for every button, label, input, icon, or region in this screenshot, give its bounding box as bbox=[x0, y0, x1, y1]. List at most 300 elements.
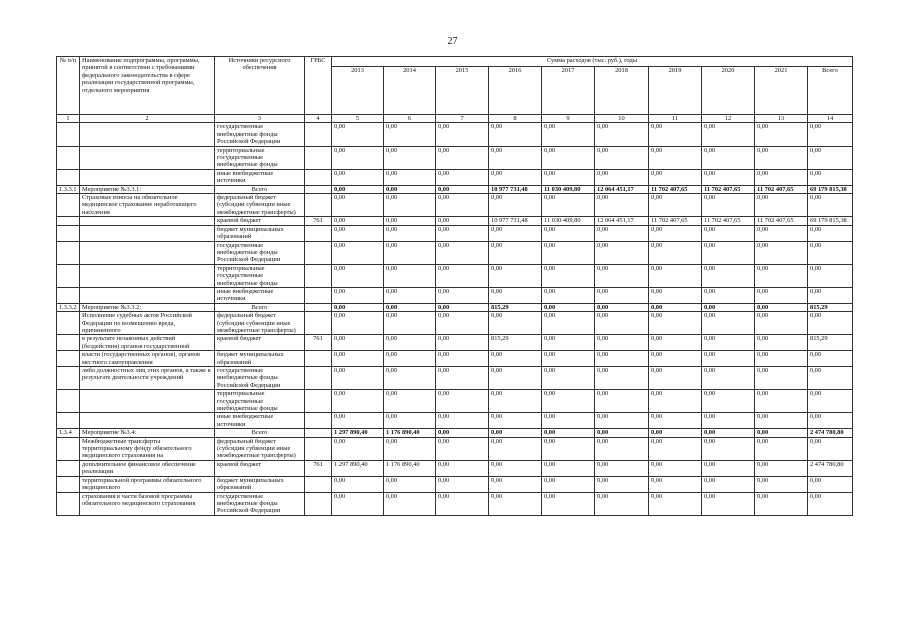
row-value: 0,00 bbox=[649, 241, 702, 264]
row-value: 0,00 bbox=[755, 492, 808, 515]
row-number bbox=[57, 492, 80, 515]
row-source: краевой бюджет bbox=[215, 335, 305, 351]
row-value: 0,00 bbox=[436, 492, 489, 515]
row-number bbox=[57, 437, 80, 460]
table-row bbox=[57, 217, 853, 225]
row-value: 0,00 bbox=[595, 492, 649, 515]
row-source: территориальные государственные внебюджетные фонды bbox=[215, 264, 305, 287]
row-source: краевой бюджет bbox=[215, 217, 305, 225]
row-number bbox=[57, 241, 80, 264]
row-value: 0,00 bbox=[702, 123, 755, 146]
header-year: Всего bbox=[808, 67, 853, 115]
row-name: Исполнение судебных актов Российской Федерации по возмещению вреда, причиненного bbox=[80, 312, 215, 335]
row-number bbox=[57, 169, 80, 185]
header-no: № п/п bbox=[57, 57, 80, 115]
row-grbs bbox=[305, 413, 332, 429]
table-row bbox=[57, 185, 853, 193]
row-value: 0,00 bbox=[489, 241, 542, 264]
column-index: 13 bbox=[755, 115, 808, 123]
row-value: 0,00 bbox=[702, 303, 755, 311]
row-value: 0,00 bbox=[332, 476, 384, 492]
row-value: 815,29 bbox=[489, 335, 542, 351]
row-value: 0,00 bbox=[755, 123, 808, 146]
page-number: 27 bbox=[447, 36, 458, 47]
column-index: 1 bbox=[57, 115, 80, 123]
row-value: 0,00 bbox=[595, 312, 649, 335]
table-row bbox=[57, 476, 853, 492]
header-year: 2013 bbox=[332, 67, 384, 115]
row-number bbox=[57, 390, 80, 413]
row-value: 0,00 bbox=[595, 429, 649, 437]
row-value: 0,00 bbox=[542, 437, 595, 460]
row-value: 815,29 bbox=[489, 303, 542, 311]
row-grbs bbox=[305, 390, 332, 413]
row-value: 1 176 890,40 bbox=[384, 429, 436, 437]
header-sum-title: Сумма расходов (тыс. руб.), годы bbox=[332, 57, 853, 67]
row-value: 0,00 bbox=[595, 194, 649, 217]
table-row bbox=[57, 169, 853, 185]
row-source: государственные внебюджетные фонды Российской Федерации bbox=[215, 123, 305, 146]
column-index: 11 bbox=[649, 115, 702, 123]
row-value: 0,00 bbox=[542, 169, 595, 185]
row-value: 0,00 bbox=[702, 413, 755, 429]
row-value: 0,00 bbox=[332, 217, 384, 225]
row-value: 0,00 bbox=[332, 241, 384, 264]
row-name: страхования в части базовой программы обязательного медицинского страхования bbox=[80, 492, 215, 515]
header-year: 2014 bbox=[384, 67, 436, 115]
row-name: Межбюджетные трансферты территориальному фонду обязательного медицинского страхования на bbox=[80, 437, 215, 460]
row-value: 0,00 bbox=[384, 351, 436, 367]
header-name: Наименование подпрограммы, программы, принятой в соответствии с требованиями федерального законодательства в сфере реализации государственной программы, отдельного мероприятия bbox=[80, 57, 215, 115]
row-value: 2 474 780,80 bbox=[808, 460, 853, 476]
row-name bbox=[80, 287, 215, 303]
column-index: 14 bbox=[808, 115, 853, 123]
row-value: 0,00 bbox=[332, 413, 384, 429]
row-value: 0,00 bbox=[384, 303, 436, 311]
table-row bbox=[57, 492, 853, 515]
row-value: 0,00 bbox=[332, 264, 384, 287]
row-value: 11 702 407,65 bbox=[649, 185, 702, 193]
row-number bbox=[57, 217, 80, 225]
row-value: 0,00 bbox=[332, 437, 384, 460]
row-value: 0,00 bbox=[649, 335, 702, 351]
header-year: 2018 bbox=[595, 67, 649, 115]
table-row bbox=[57, 413, 853, 429]
row-name: Мероприятие №3.4: bbox=[80, 429, 215, 437]
row-grbs bbox=[305, 367, 332, 390]
row-value: 0,00 bbox=[436, 123, 489, 146]
column-index: 12 bbox=[702, 115, 755, 123]
header-year: 2017 bbox=[542, 67, 595, 115]
row-value: 0,00 bbox=[649, 287, 702, 303]
row-value: 0,00 bbox=[542, 476, 595, 492]
row-number bbox=[57, 351, 80, 367]
row-value: 11 702 407,65 bbox=[702, 185, 755, 193]
row-value: 0,00 bbox=[489, 476, 542, 492]
row-value: 0,00 bbox=[702, 429, 755, 437]
row-value: 69 179 815,38 bbox=[808, 217, 853, 225]
row-value: 0,00 bbox=[332, 185, 384, 193]
table-row bbox=[57, 146, 853, 169]
row-value: 0,00 bbox=[702, 225, 755, 241]
table-row bbox=[57, 123, 853, 146]
table-row bbox=[57, 367, 853, 390]
row-number bbox=[57, 287, 80, 303]
row-value: 0,00 bbox=[332, 492, 384, 515]
row-value: 0,00 bbox=[489, 390, 542, 413]
row-value: 0,00 bbox=[702, 312, 755, 335]
row-grbs bbox=[305, 437, 332, 460]
row-name: Мероприятие №3.3.2: bbox=[80, 303, 215, 311]
row-source: бюджет муниципальных образований bbox=[215, 476, 305, 492]
row-number bbox=[57, 312, 80, 335]
row-number bbox=[57, 194, 80, 217]
row-source: бюджет муниципальных образований bbox=[215, 351, 305, 367]
row-value: 1 297 890,40 bbox=[332, 429, 384, 437]
row-value: 0,00 bbox=[595, 351, 649, 367]
row-name: дополнительное финансовое обеспечение реализации bbox=[80, 460, 215, 476]
row-value: 0,00 bbox=[702, 351, 755, 367]
row-source: иные внебюджетные источники bbox=[215, 413, 305, 429]
table-row bbox=[57, 312, 853, 335]
row-value: 0,00 bbox=[489, 312, 542, 335]
row-grbs bbox=[305, 429, 332, 437]
row-number bbox=[57, 367, 80, 390]
row-grbs bbox=[305, 264, 332, 287]
row-number bbox=[57, 413, 80, 429]
row-value: 0,00 bbox=[595, 123, 649, 146]
row-number: 1.3.3.1 bbox=[57, 185, 80, 193]
row-value: 0,00 bbox=[332, 312, 384, 335]
row-value: 0,00 bbox=[489, 264, 542, 287]
row-source: территориальные государственные внебюджетные фонды bbox=[215, 146, 305, 169]
row-source: федеральный бюджет (субсидии субвенции иные межбюджетные трансферты) bbox=[215, 312, 305, 335]
row-value: 0,00 bbox=[436, 241, 489, 264]
row-source: иные внебюджетные источники bbox=[215, 287, 305, 303]
row-value: 0,00 bbox=[755, 312, 808, 335]
row-value: 0,00 bbox=[808, 351, 853, 367]
table-row bbox=[57, 437, 853, 460]
row-value: 0,00 bbox=[436, 460, 489, 476]
row-source: краевой бюджет bbox=[215, 460, 305, 476]
row-value: 0,00 bbox=[436, 335, 489, 351]
row-value: 0,00 bbox=[436, 429, 489, 437]
table-row bbox=[57, 390, 853, 413]
row-value: 0,00 bbox=[542, 123, 595, 146]
row-value: 0,00 bbox=[755, 437, 808, 460]
row-value: 0,00 bbox=[384, 217, 436, 225]
row-value: 0,00 bbox=[384, 146, 436, 169]
row-value: 0,00 bbox=[649, 476, 702, 492]
row-grbs: 761 bbox=[305, 460, 332, 476]
row-value: 11 702 407,65 bbox=[755, 217, 808, 225]
row-grbs bbox=[305, 123, 332, 146]
row-value: 0,00 bbox=[384, 169, 436, 185]
row-value: 0,00 bbox=[595, 303, 649, 311]
row-value: 0,00 bbox=[542, 194, 595, 217]
header-year: 2020 bbox=[702, 67, 755, 115]
row-value: 0,00 bbox=[702, 460, 755, 476]
row-value: 0,00 bbox=[384, 194, 436, 217]
row-value: 0,00 bbox=[755, 225, 808, 241]
row-value: 0,00 bbox=[649, 390, 702, 413]
header-year: 2021 bbox=[755, 67, 808, 115]
row-value: 0,00 bbox=[436, 194, 489, 217]
row-grbs: 761 bbox=[305, 335, 332, 351]
row-grbs bbox=[305, 241, 332, 264]
row-value: 0,00 bbox=[649, 492, 702, 515]
row-value: 0,00 bbox=[489, 351, 542, 367]
row-value: 0,00 bbox=[755, 476, 808, 492]
row-value: 0,00 bbox=[595, 146, 649, 169]
row-value: 0,00 bbox=[649, 146, 702, 169]
row-number bbox=[57, 264, 80, 287]
row-value: 0,00 bbox=[332, 169, 384, 185]
row-value: 0,00 bbox=[489, 429, 542, 437]
row-value: 0,00 bbox=[808, 312, 853, 335]
row-value: 0,00 bbox=[595, 413, 649, 429]
row-value: 0,00 bbox=[755, 241, 808, 264]
table-row bbox=[57, 460, 853, 476]
row-value: 0,00 bbox=[384, 492, 436, 515]
row-value: 0,00 bbox=[436, 476, 489, 492]
row-value: 0,00 bbox=[384, 185, 436, 193]
row-grbs bbox=[305, 303, 332, 311]
row-value: 0,00 bbox=[384, 312, 436, 335]
row-number bbox=[57, 225, 80, 241]
row-value: 0,00 bbox=[489, 460, 542, 476]
row-name: либо должностных лиц этих органов, а также в результате деятельности учреждений bbox=[80, 367, 215, 390]
row-value: 0,00 bbox=[755, 367, 808, 390]
budget-table bbox=[56, 56, 853, 516]
row-grbs bbox=[305, 194, 332, 217]
row-value: 0,00 bbox=[595, 287, 649, 303]
row-value: 0,00 bbox=[755, 146, 808, 169]
row-value: 11 702 407,65 bbox=[755, 185, 808, 193]
table-row bbox=[57, 225, 853, 241]
row-value: 0,00 bbox=[436, 287, 489, 303]
row-value: 0,00 bbox=[542, 241, 595, 264]
row-value: 0,00 bbox=[702, 335, 755, 351]
row-value: 0,00 bbox=[702, 492, 755, 515]
row-name bbox=[80, 264, 215, 287]
row-source: бюджет муниципальных образований bbox=[215, 225, 305, 241]
row-value: 0,00 bbox=[384, 476, 436, 492]
row-value: 0,00 bbox=[332, 194, 384, 217]
row-value: 0,00 bbox=[489, 437, 542, 460]
table-row bbox=[57, 241, 853, 264]
row-value: 0,00 bbox=[384, 264, 436, 287]
row-grbs bbox=[305, 185, 332, 193]
row-value: 0,00 bbox=[332, 146, 384, 169]
row-value: 0,00 bbox=[702, 476, 755, 492]
row-value: 0,00 bbox=[649, 225, 702, 241]
row-value: 2 474 780,80 bbox=[808, 429, 853, 437]
row-value: 0,00 bbox=[542, 351, 595, 367]
row-value: 11 030 409,80 bbox=[542, 185, 595, 193]
row-value: 0,00 bbox=[384, 367, 436, 390]
row-value: 0,00 bbox=[489, 194, 542, 217]
row-value: 0,00 bbox=[436, 225, 489, 241]
row-value: 0,00 bbox=[436, 146, 489, 169]
row-name bbox=[80, 217, 215, 225]
row-value: 0,00 bbox=[808, 476, 853, 492]
row-value: 11 030 409,80 bbox=[542, 217, 595, 225]
row-value: 815,29 bbox=[808, 335, 853, 351]
row-value: 0,00 bbox=[384, 287, 436, 303]
row-value: 0,00 bbox=[649, 123, 702, 146]
column-index: 3 bbox=[215, 115, 305, 123]
row-value: 0,00 bbox=[332, 123, 384, 146]
row-value: 0,00 bbox=[702, 169, 755, 185]
row-value: 0,00 bbox=[702, 264, 755, 287]
row-value: 0,00 bbox=[384, 437, 436, 460]
row-name bbox=[80, 146, 215, 169]
column-index: 5 bbox=[332, 115, 384, 123]
row-name bbox=[80, 241, 215, 264]
row-name: территориальной программы обязательного медицинского bbox=[80, 476, 215, 492]
row-value: 815,29 bbox=[808, 303, 853, 311]
row-value: 12 064 451,17 bbox=[595, 185, 649, 193]
header-year: 2019 bbox=[649, 67, 702, 115]
table-row bbox=[57, 287, 853, 303]
row-value: 0,00 bbox=[808, 264, 853, 287]
row-value: 0,00 bbox=[489, 169, 542, 185]
row-grbs: 761 bbox=[305, 217, 332, 225]
row-value: 0,00 bbox=[332, 287, 384, 303]
row-name bbox=[80, 123, 215, 146]
row-value: 0,00 bbox=[436, 437, 489, 460]
column-index: 6 bbox=[384, 115, 436, 123]
row-value: 0,00 bbox=[542, 225, 595, 241]
row-value: 0,00 bbox=[595, 225, 649, 241]
row-grbs bbox=[305, 225, 332, 241]
row-value: 0,00 bbox=[542, 264, 595, 287]
row-value: 0,00 bbox=[332, 390, 384, 413]
column-index: 7 bbox=[436, 115, 489, 123]
row-value: 0,00 bbox=[595, 437, 649, 460]
row-source: федеральный бюджет (субсидии субвенции иные межбюджетные трансферты) bbox=[215, 194, 305, 217]
row-value: 0,00 bbox=[542, 312, 595, 335]
row-source: территориальные государственные внебюджетные фонды bbox=[215, 390, 305, 413]
row-value: 0,00 bbox=[436, 217, 489, 225]
row-grbs bbox=[305, 146, 332, 169]
row-value: 0,00 bbox=[595, 264, 649, 287]
row-value: 0,00 bbox=[332, 367, 384, 390]
row-value: 0,00 bbox=[649, 312, 702, 335]
table-row bbox=[57, 429, 853, 437]
row-value: 0,00 bbox=[436, 185, 489, 193]
row-value: 0,00 bbox=[595, 169, 649, 185]
row-value: 0,00 bbox=[332, 303, 384, 311]
row-source: Всего bbox=[215, 303, 305, 311]
row-value: 0,00 bbox=[542, 287, 595, 303]
row-value: 1 297 890,40 bbox=[332, 460, 384, 476]
row-grbs bbox=[305, 312, 332, 335]
row-value: 0,00 bbox=[649, 194, 702, 217]
row-value: 0,00 bbox=[436, 390, 489, 413]
row-value: 0,00 bbox=[808, 390, 853, 413]
row-name bbox=[80, 169, 215, 185]
row-value: 0,00 bbox=[702, 146, 755, 169]
row-grbs bbox=[305, 287, 332, 303]
row-value: 0,00 bbox=[808, 492, 853, 515]
row-grbs bbox=[305, 492, 332, 515]
column-index: 9 bbox=[542, 115, 595, 123]
row-value: 0,00 bbox=[755, 390, 808, 413]
row-value: 0,00 bbox=[649, 460, 702, 476]
row-value: 0,00 bbox=[755, 335, 808, 351]
row-value: 0,00 bbox=[595, 460, 649, 476]
table-row bbox=[57, 194, 853, 217]
header-year: 2015 bbox=[436, 67, 489, 115]
column-index: 10 bbox=[595, 115, 649, 123]
row-grbs bbox=[305, 351, 332, 367]
row-value: 0,00 bbox=[489, 413, 542, 429]
row-value: 0,00 bbox=[436, 303, 489, 311]
row-value: 0,00 bbox=[489, 492, 542, 515]
row-value: 0,00 bbox=[436, 312, 489, 335]
column-index: 8 bbox=[489, 115, 542, 123]
row-source: государственные внебюджетные фонды Российской Федерации bbox=[215, 492, 305, 515]
row-value: 0,00 bbox=[436, 351, 489, 367]
row-value: 0,00 bbox=[595, 335, 649, 351]
row-number bbox=[57, 146, 80, 169]
row-name: власти (государственных органов), органов местного самоуправления bbox=[80, 351, 215, 367]
row-value: 11 702 407,65 bbox=[702, 217, 755, 225]
row-grbs bbox=[305, 476, 332, 492]
row-value: 0,00 bbox=[332, 335, 384, 351]
table-row bbox=[57, 264, 853, 287]
row-number: 1.3.3.2 bbox=[57, 303, 80, 311]
row-value: 0,00 bbox=[436, 169, 489, 185]
row-value: 0,00 bbox=[384, 335, 436, 351]
row-name: Страховые взносы на обязательное медицинское страхование неработающего населения bbox=[80, 194, 215, 217]
row-value: 0,00 bbox=[808, 437, 853, 460]
row-name bbox=[80, 225, 215, 241]
row-number bbox=[57, 123, 80, 146]
row-value: 0,00 bbox=[436, 413, 489, 429]
row-name bbox=[80, 413, 215, 429]
row-value: 11 702 407,65 bbox=[649, 217, 702, 225]
table-row bbox=[57, 303, 853, 311]
row-value: 0,00 bbox=[542, 390, 595, 413]
row-value: 0,00 bbox=[489, 367, 542, 390]
table-row bbox=[57, 351, 853, 367]
row-value: 0,00 bbox=[489, 123, 542, 146]
row-value: 0,00 bbox=[542, 429, 595, 437]
row-value: 0,00 bbox=[755, 429, 808, 437]
row-value: 0,00 bbox=[702, 287, 755, 303]
row-value: 0,00 bbox=[649, 351, 702, 367]
row-value: 0,00 bbox=[808, 194, 853, 217]
row-value: 69 179 815,38 bbox=[808, 185, 853, 193]
row-value: 0,00 bbox=[649, 264, 702, 287]
row-value: 0,00 bbox=[649, 437, 702, 460]
row-value: 0,00 bbox=[702, 241, 755, 264]
row-value: 0,00 bbox=[808, 367, 853, 390]
row-number: 1.3.4 bbox=[57, 429, 80, 437]
row-value: 0,00 bbox=[808, 413, 853, 429]
row-value: 0,00 bbox=[808, 123, 853, 146]
row-value: 0,00 bbox=[384, 225, 436, 241]
row-name: в результате незаконных действий (бездействия) органов государственной bbox=[80, 335, 215, 351]
table-row bbox=[57, 335, 853, 351]
row-value: 0,00 bbox=[755, 194, 808, 217]
row-value: 0,00 bbox=[649, 413, 702, 429]
header-grbs: ГРБС bbox=[305, 57, 332, 115]
row-value: 0,00 bbox=[542, 335, 595, 351]
